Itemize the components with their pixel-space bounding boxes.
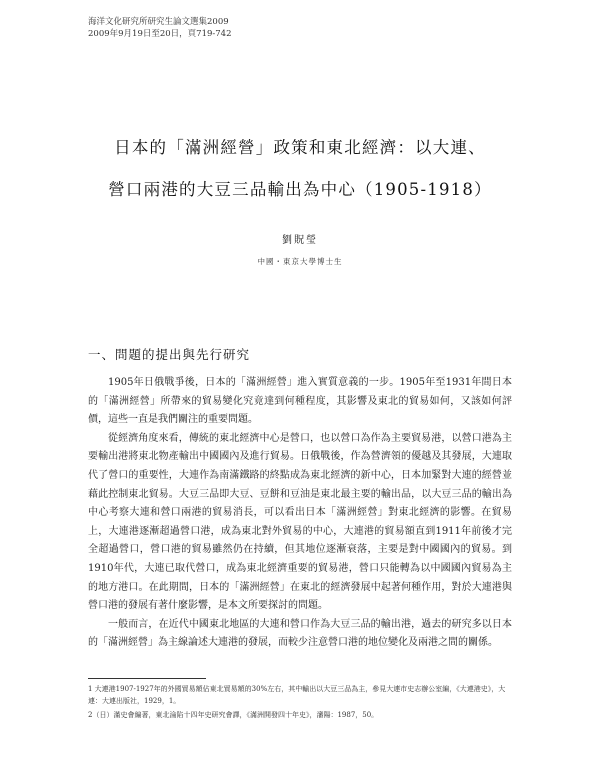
author-affiliation: 中國・東京大學博士生: [257, 257, 343, 266]
header-series: 海洋文化研究所研究生論文選集2009: [88, 17, 229, 27]
header-date-pages: 2009年9月19日至20日，頁719-742: [88, 29, 232, 39]
paragraph: 一般而言，在近代中國東北地區的大連和營口作為大豆三品的輸出港，過去的研究多以日本的「滿洲經營」為主線論述大連港的發展，而較少注意營口港的地位變化及兩港之間的關係。: [88, 618, 512, 649]
paper-title-line-1: 日本的「滿洲經營」政策和東北經濟：以大連、: [114, 138, 486, 157]
paragraph: 1905年日俄戰爭後，日本的「滿洲經營」進入實質意義的一步。1905年至1931年間日本的「滿洲經營」所帶來的貿易變化究竟達到何種程度，其影響及東北的貿易如何，又該如何評價，這些一直是我們關注的重要問題。: [88, 377, 512, 426]
paper-title-line-2: 營口兩港的大豆三品輸出為中心（1905-1918）: [108, 180, 492, 199]
footnote-2: 2（日）滿史會編著，東北淪陷十四年史研究會譯，《滿洲開發四十年史》，瀋陽：1987，50。: [88, 711, 379, 719]
section-heading: 一、問題的提出與先行研究: [88, 347, 251, 362]
author-name: 劉貺瑩: [282, 235, 318, 246]
footnote-1: 1 大連港1907-1927年的外國貿易額佔東北貿易額的30%左右，其中輸出以大豆三品為主，參見大連市史志辦公室編，《大連港史》，大連：大連出版社，1929，1。: [88, 685, 506, 705]
body-text: [88, 374, 512, 653]
publication-header: [88, 16, 232, 40]
footnote-divider: [88, 678, 206, 679]
paragraph: 從經濟角度來看，傳統的東北經濟中心是營口，也以營口為作為主要貿易港，以營口港為主要輸出港將東北物產輸出中國國內及進行貿易。日俄戰後，作為營濟領的優越及其發展，大連取代了營口的重要性，大連作為南滿鐵路的終點成為東北經濟的新中心，日本加緊對大連的經營並藉此控制東北貿易。大豆三品即大豆、豆餅和豆油是東北最主要的輸出品，以大豆三品的輸出為中心考察大連和營口兩港的貿易消長，可以看出日本「滿洲經營」對東北經濟的影響。在貿易上，大連港逐漸超過營口港，成為東北對外貿易的中心，大連港的貿易額直到1911年前後才完全超過營口，營口港的貿易雖然仍在持續，但其地位逐漸衰落，主要是對中國國內的貿易。到1910年代，大連已取代營口，成為東北經濟重要的貿易港，營口只能轉為以中國國內貿易為主的地方港口。在此期間，日本的「滿洲經營」在東北的經濟發展中起著何種作用，對於大連港與營口港的發展有著什麼影響，是本文所要探討的問題。: [88, 432, 512, 612]
